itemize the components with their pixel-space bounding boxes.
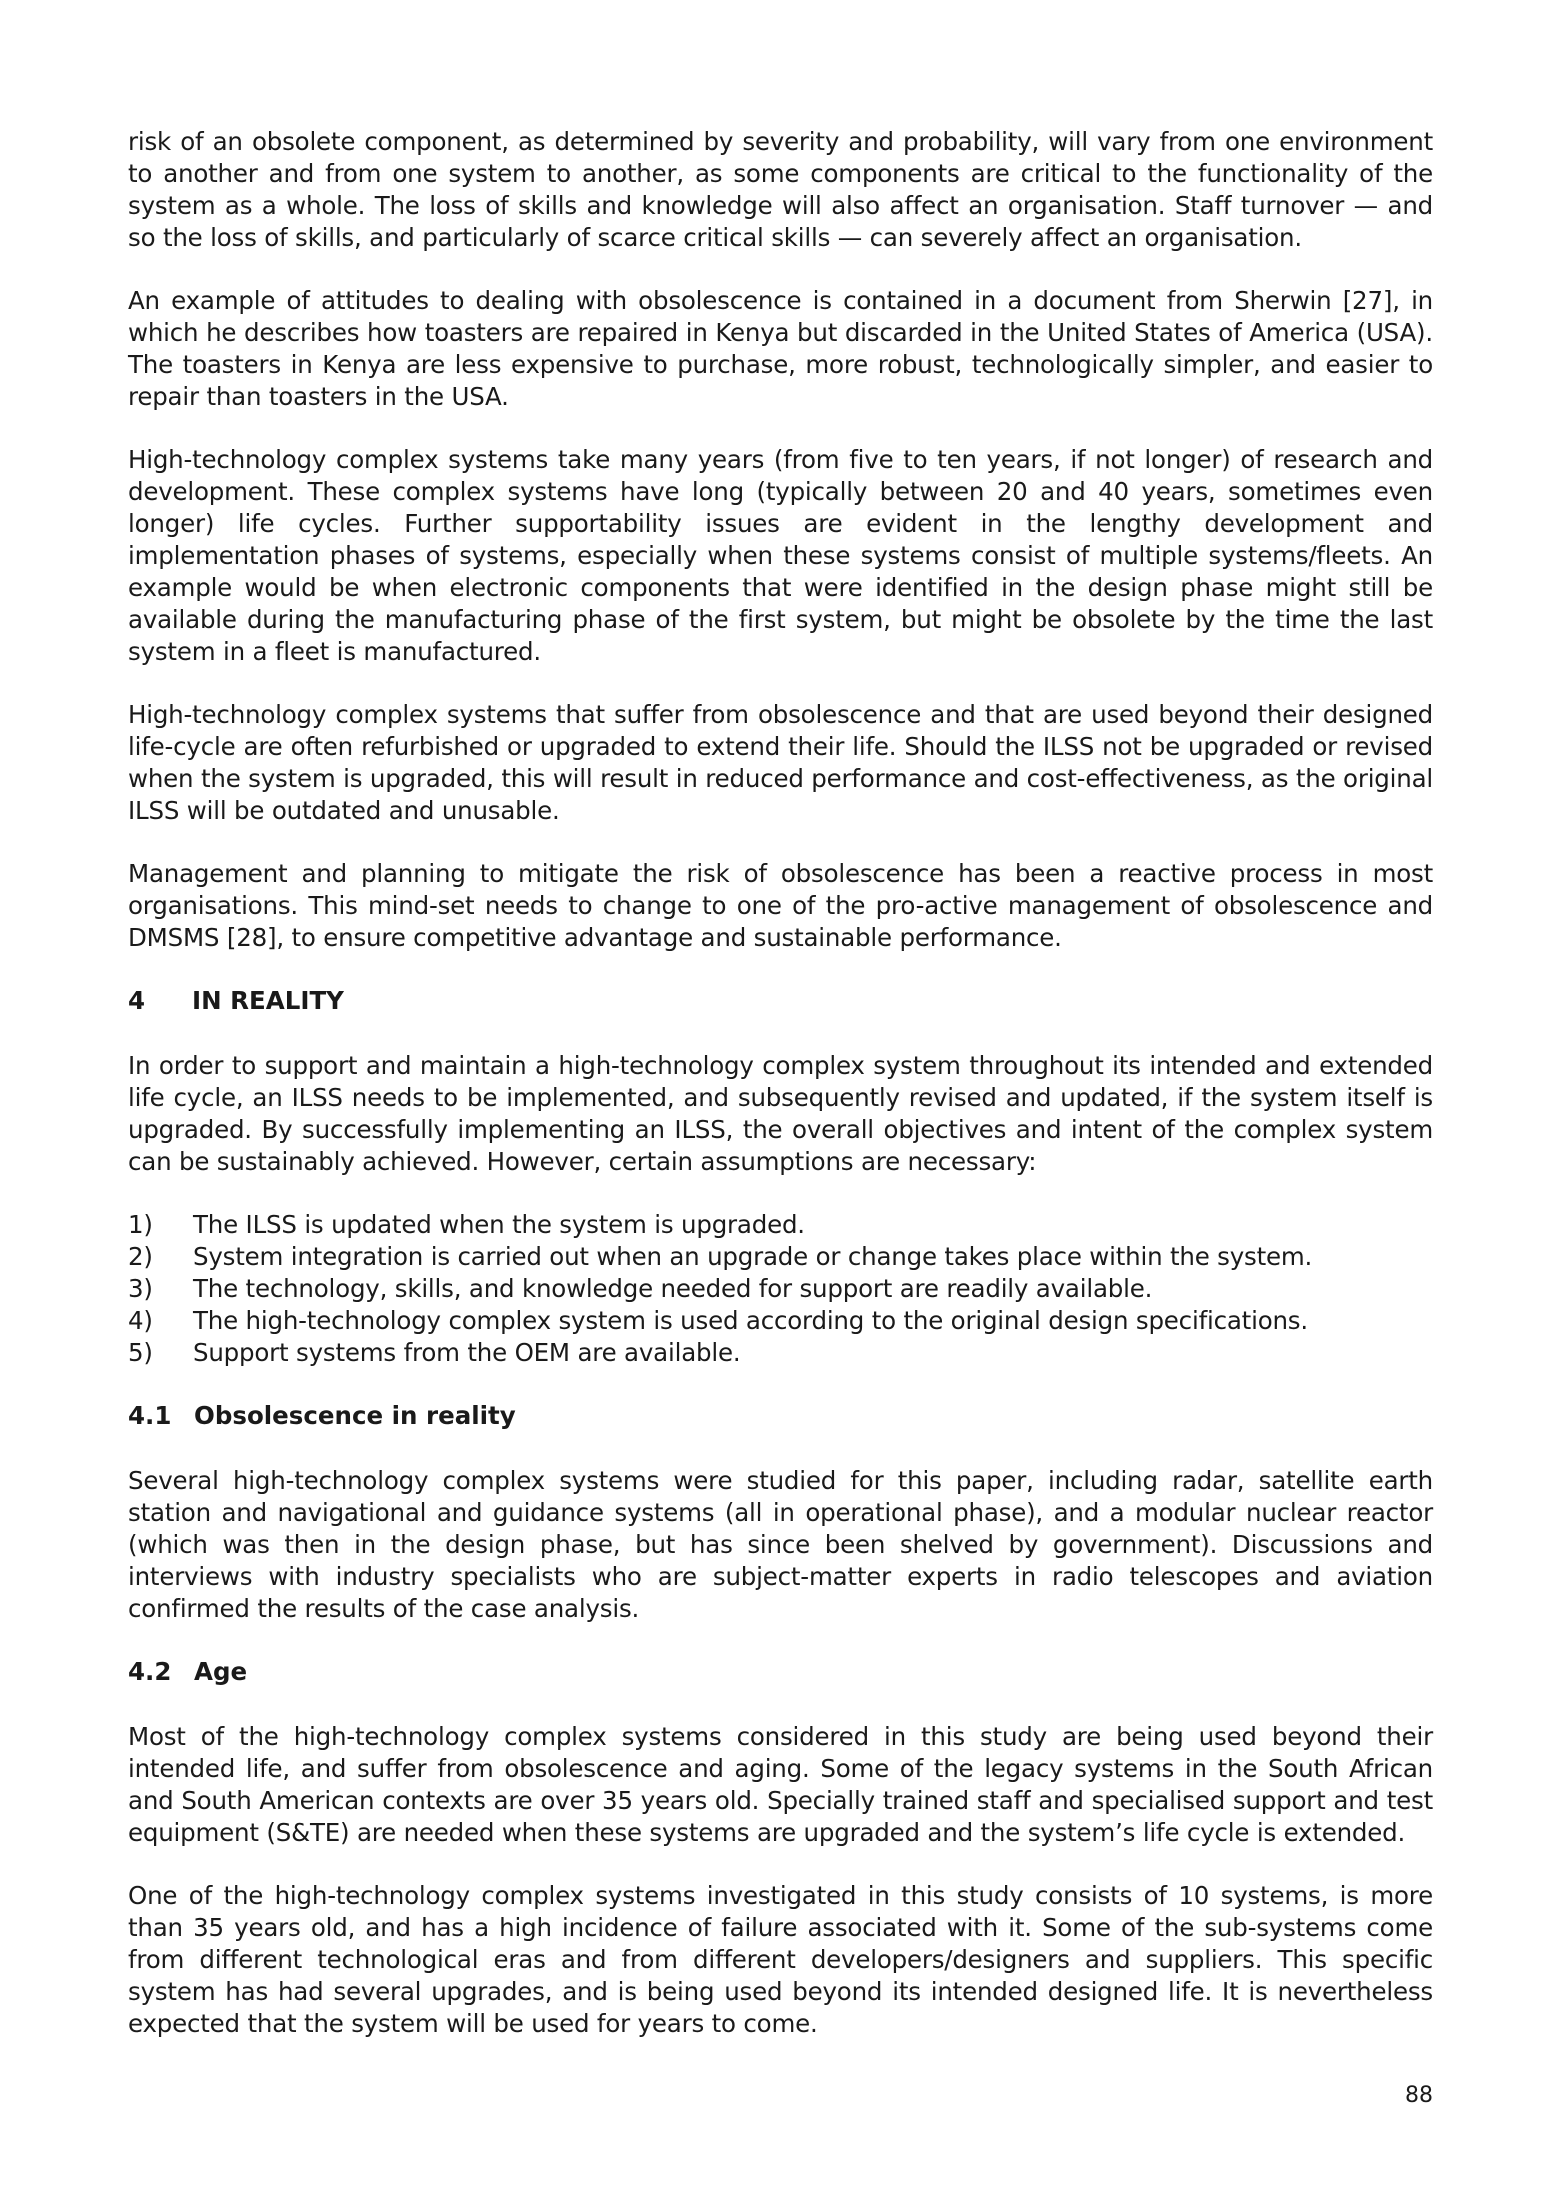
subsection-heading-age xyxy=(128,1656,1433,1688)
paragraph-legacy-systems: Most of the high-technology complex systems considered in this study are being used beyond their intended life, and suffer from obsolescence and aging. Some of the legacy systems in the South African and South American contexts are over 35 years old. Specially trained staff and specialised support and test equipment (S&TE) are needed when these systems are upgraded and the system’s life cycle is extended. xyxy=(128,1722,1433,1847)
paragraph-refurbished-upgraded: High-technology complex systems that suffer from obsolescence and that are used beyond their designed life-cycle are often refurbished or upgraded to extend their life. Should the ILSS not be upgraded or revised when the system is upgraded, this will result in reduced performance and cost-effectiveness, as the original ILSS will be outdated and unusable. xyxy=(128,700,1434,825)
list-item-number: 1) xyxy=(128,1210,153,1239)
list-item-number: 3) xyxy=(128,1274,153,1303)
list-item-number: 5) xyxy=(128,1338,153,1367)
subsection-title: Age xyxy=(194,1657,248,1686)
list-item-number: 4) xyxy=(128,1306,153,1335)
page-body xyxy=(128,126,1433,2040)
list-item xyxy=(128,1209,1433,1241)
list-item-text: The technology, skills, and knowledge needed for support are readily available. xyxy=(193,1274,1153,1303)
list-item-number: 2) xyxy=(128,1242,153,1271)
page-number: 88 xyxy=(1405,2083,1433,2108)
subsection-title: Obsolescence in reality xyxy=(194,1401,516,1430)
paragraph-toasters-example: An example of attitudes to dealing with obsolescence is contained in a document from Sherwin [27], in which he describes how toasters are repaired in Kenya but discarded in the United States of America (USA). The toasters in Kenya are less expensive to purchase, more robust, technologically simpler, and easier to repair than toasters in the USA. xyxy=(128,286,1433,411)
list-item xyxy=(128,1273,1433,1305)
section-heading-in-reality xyxy=(128,985,1433,1017)
list-item-text: System integration is carried out when an upgrade or change takes place within the system. xyxy=(193,1242,1313,1271)
paragraph-systems-studied: Several high-technology complex systems were studied for this paper, including radar, satellite earth station and navigational and guidance systems (all in operational phase), and a modular nuclear reactor (which was then in the design phase, but has since been shelved by government). Discussions and interviews with industry specialists who are subject-matter experts in radio telescopes and aviation confirmed the results of the case analysis. xyxy=(128,1466,1433,1623)
list-item-text: The ILSS is updated when the system is upgraded. xyxy=(193,1210,805,1239)
paragraph-support-intro: In order to support and maintain a high-technology complex system throughout its intended and extended life cycle, an ILSS needs to be implemented, and subsequently revised and updated, if the system itself is upgraded. By successfully implementing an ILSS, the overall objectives and intent of the complex system can be sustainably achieved. However, certain assumptions are necessary: xyxy=(128,1051,1433,1176)
list-item-text: The high-technology complex system is used according to the original design specifications. xyxy=(193,1306,1308,1335)
list-item xyxy=(128,1241,1433,1273)
paragraph-development-life-cycles: High-technology complex systems take many years (from five to ten years, if not longer) of research and development. These complex systems have long (typically between 20 and 40 years, sometimes even longer) life cycles. Further supportability issues are evident in the lengthy development and implementation phases of systems, especially when these systems consist of multiple systems/fleets. An example would be when electronic components that were identified in the design phase might still be available during the manufacturing phase of the first system, but might be obsolete by the time the last system in a fleet is manufactured. xyxy=(128,445,1433,666)
subsection-heading-obsolescence-in-reality xyxy=(128,1400,1433,1432)
paragraph-management-planning: Management and planning to mitigate the risk of obsolescence has been a reactive process in most organisations. This mind-set needs to change to one of the pro-active management of obsolescence and DMSMS [28], to ensure competitive advantage and sustainable performance. xyxy=(128,859,1433,952)
paragraph-ten-systems: One of the high-technology complex systems investigated in this study consists of 10 systems, is more than 35 years old, and has a high incidence of failure associated with it. Some of the sub-systems come from different technological eras and from different developers/designers and suppliers. This specific system has had several upgrades, and is being used beyond its intended designed life. It is nevertheless expected that the system will be used for years to come. xyxy=(128,1881,1433,2038)
subsection-number: 4.2 xyxy=(128,1657,172,1686)
list-item-text: Support systems from the OEM are available. xyxy=(193,1338,741,1367)
subsection-number: 4.1 xyxy=(128,1401,172,1430)
list-item xyxy=(128,1337,1433,1369)
paragraph-obsolete-risk: risk of an obsolete component, as determined by severity and probability, will vary from one environment to another and from one system to another, as some components are critical to the functionality of the system as a whole. The loss of skills and knowledge will also affect an organisation. Staff turnover — and so the loss of skills, and particularly of scarce critical skills — can severely affect an organisation. xyxy=(128,127,1433,252)
list-item xyxy=(128,1305,1433,1337)
section-title: IN REALITY xyxy=(192,986,344,1015)
assumptions-list xyxy=(128,1209,1433,1369)
section-number: 4 xyxy=(128,986,146,1015)
